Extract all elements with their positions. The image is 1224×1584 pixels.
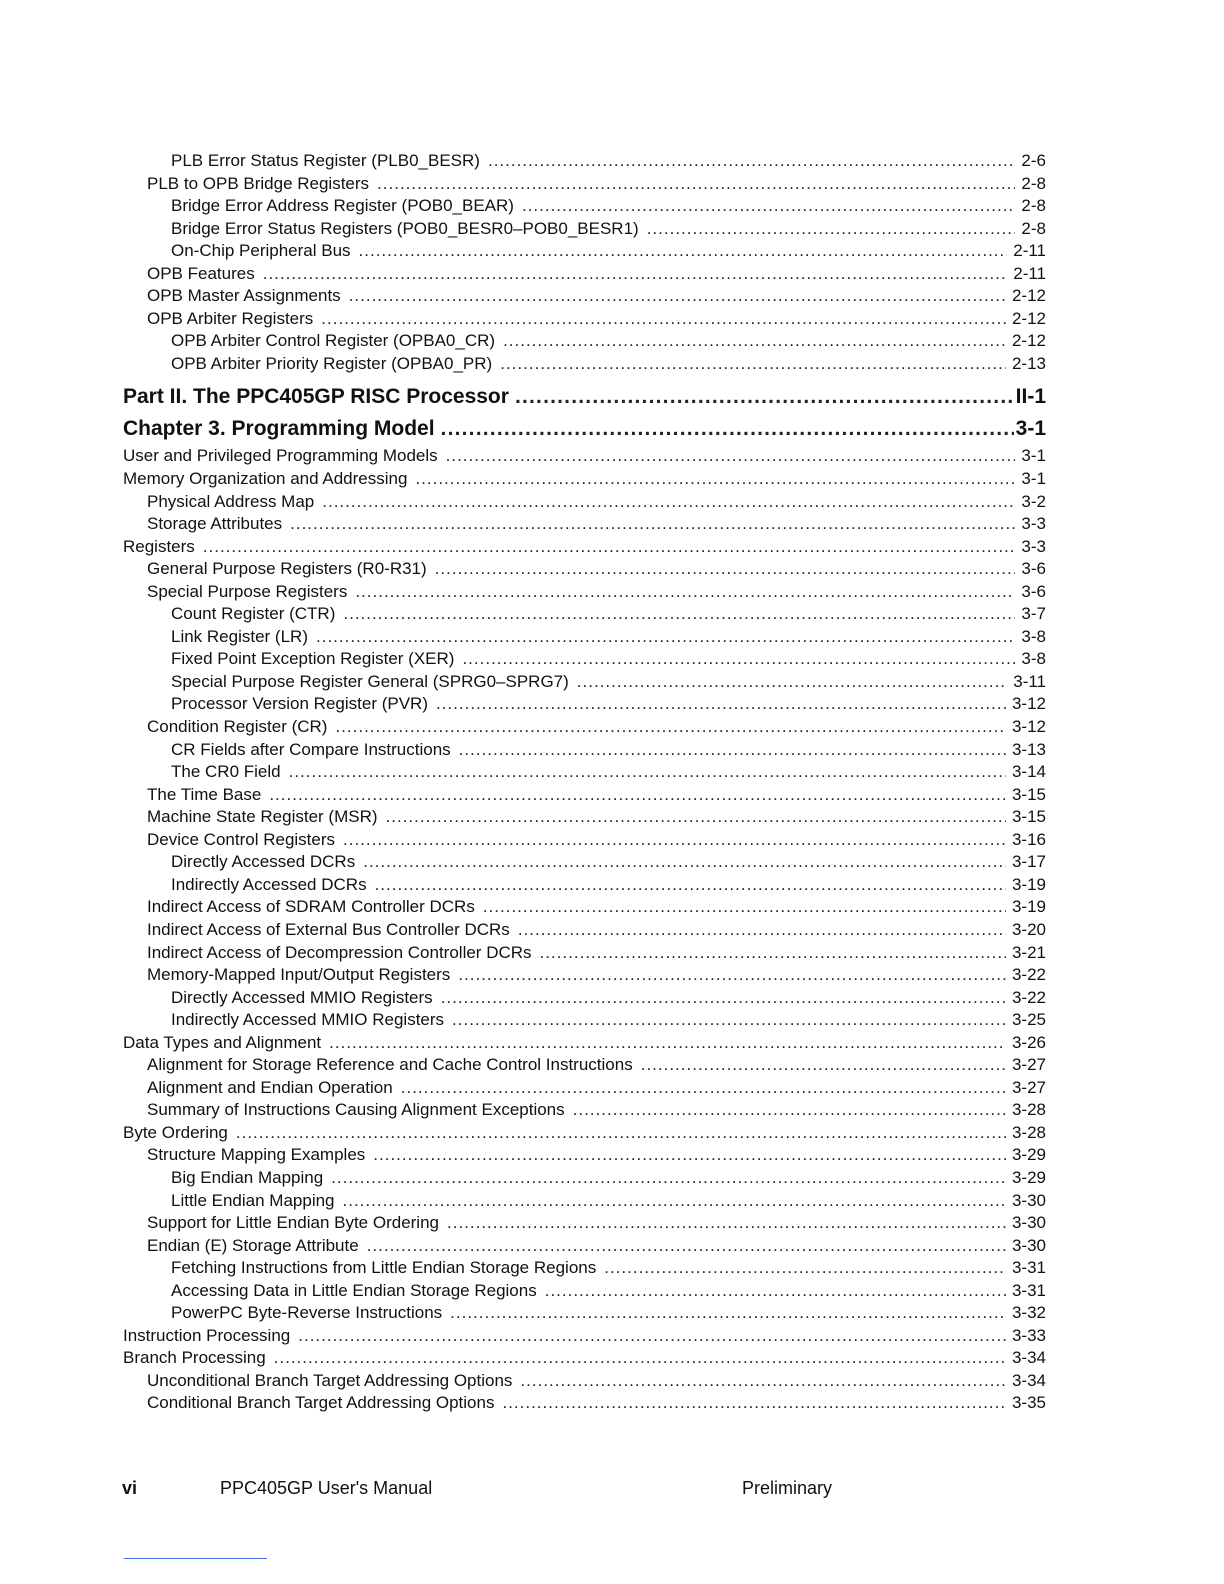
toc-entry-page: 3-12 — [1011, 717, 1046, 737]
toc-entry-title: OPB Arbiter Registers — [147, 308, 314, 328]
toc-dot-leader — [441, 987, 1006, 1010]
toc-dot-leader — [604, 1257, 1006, 1280]
toc-entry-title: Indirect Access of External Bus Controller DCRs — [147, 919, 510, 939]
toc-entry-title: CR Fields after Compare Instructions — [171, 739, 451, 759]
toc-entry-title: Fixed Point Exception Register (XER) — [171, 649, 455, 669]
toc-dot-leader — [373, 1144, 1006, 1167]
toc-entry-title: Storage Attributes — [147, 514, 283, 534]
toc-dot-leader — [263, 263, 1008, 286]
toc-dot-leader — [522, 195, 1015, 218]
toc-entry[interactable] — [123, 173, 1046, 196]
toc-dot-leader — [329, 1032, 1006, 1055]
toc-entry-title: Summary of Instructions Causing Alignment Exceptions — [147, 1100, 565, 1120]
toc-entry-page: 3-6 — [1021, 559, 1046, 579]
toc-dot-leader — [573, 1099, 1006, 1122]
toc-entry-page: 3-30 — [1011, 1213, 1046, 1233]
toc-entry[interactable] — [123, 150, 1046, 173]
toc-entry-title: PowerPC Byte-Reverse Instructions — [171, 1303, 443, 1323]
toc-entry-title: User and Privileged Programming Models — [123, 446, 438, 466]
toc-entry-page: 2-12 — [1011, 286, 1046, 306]
toc-dot-leader — [269, 784, 1006, 807]
toc-entry[interactable] — [123, 1392, 1046, 1415]
toc-entry[interactable] — [123, 1032, 1046, 1055]
toc-entry-title: Indirect Access of Decompression Controller DCRs — [147, 942, 532, 962]
toc-entry[interactable] — [123, 1235, 1046, 1258]
toc-entry-page: 3-35 — [1011, 1393, 1046, 1413]
toc-dot-leader — [452, 1009, 1006, 1032]
toc-entry[interactable] — [123, 896, 1046, 919]
toc-heading[interactable] — [123, 381, 1046, 413]
toc-entry-page: 3-13 — [1011, 739, 1046, 759]
toc-entry-title: Data Types and Alignment — [123, 1032, 322, 1052]
toc-entry[interactable] — [123, 942, 1046, 965]
toc-entry-page: 2-11 — [1013, 263, 1046, 283]
toc-entry-title: Bridge Error Status Registers (POB0_BESR0–POB0_BESR1) — [171, 218, 639, 238]
toc-dot-leader — [321, 308, 1006, 331]
toc-entry[interactable] — [123, 581, 1046, 604]
toc-entry[interactable] — [123, 308, 1046, 331]
table-of-contents — [123, 150, 1046, 1415]
toc-dot-leader — [488, 150, 1015, 173]
toc-entry-title: Device Control Registers — [147, 829, 336, 849]
toc-entry-title: Count Register (CTR) — [171, 604, 336, 624]
toc-entry-page: 3-6 — [1021, 581, 1046, 601]
toc-dot-leader — [331, 1167, 1006, 1190]
toc-entry[interactable] — [123, 1099, 1046, 1122]
toc-dot-leader — [647, 218, 1016, 241]
toc-entry-title: Memory-Mapped Input/Output Registers — [147, 965, 451, 985]
toc-entry-page: 3-15 — [1011, 784, 1046, 804]
toc-entry-title: Endian (E) Storage Attribute — [147, 1235, 359, 1255]
toc-dot-leader — [367, 1235, 1006, 1258]
toc-dot-leader — [540, 942, 1006, 965]
toc-entry-page: 3-3 — [1021, 514, 1046, 534]
toc-entry[interactable] — [123, 829, 1046, 852]
toc-entry-title: Fetching Instructions from Little Endian Storage Regions — [171, 1258, 597, 1278]
toc-entry-title: Structure Mapping Examples — [147, 1145, 366, 1165]
toc-entry[interactable] — [123, 1370, 1046, 1393]
toc-entry[interactable] — [123, 648, 1046, 671]
toc-dot-leader — [441, 413, 1014, 445]
toc-entry-title: Big Endian Mapping — [171, 1167, 324, 1187]
toc-dot-leader — [447, 1212, 1006, 1235]
toc-entry-page: 3-22 — [1011, 987, 1046, 1007]
toc-dot-leader — [359, 240, 1008, 263]
toc-dot-leader — [436, 693, 1006, 716]
toc-entry[interactable] — [123, 784, 1046, 807]
toc-entry[interactable] — [123, 1347, 1046, 1370]
toc-entry-title: General Purpose Registers (R0-R31) — [147, 559, 427, 579]
toc-entry-page: 3-3 — [1021, 536, 1046, 556]
toc-entry-title: Link Register (LR) — [171, 626, 308, 646]
toc-dot-leader — [316, 626, 1015, 649]
toc-dot-leader — [415, 468, 1015, 491]
toc-dot-leader — [343, 1190, 1006, 1213]
toc-dot-leader — [401, 1077, 1006, 1100]
toc-entry-page: 3-31 — [1011, 1258, 1046, 1278]
toc-dot-leader — [343, 829, 1006, 852]
toc-entry[interactable] — [123, 1054, 1046, 1077]
toc-entry[interactable] — [123, 240, 1046, 263]
toc-entry[interactable] — [123, 558, 1046, 581]
toc-dot-leader — [502, 1392, 1006, 1415]
toc-entry-page: 3-17 — [1011, 852, 1046, 872]
toc-entry-page: 3-30 — [1011, 1235, 1046, 1255]
toc-entry-page: 2-8 — [1021, 173, 1046, 193]
toc-entry[interactable] — [123, 218, 1046, 241]
toc-dot-leader — [335, 716, 1006, 739]
toc-entry[interactable] — [123, 1302, 1046, 1325]
toc-entry-title: Special Purpose Registers — [147, 581, 348, 601]
toc-entry-title: OPB Features — [147, 263, 255, 283]
toc-entry-page: 3-16 — [1011, 829, 1046, 849]
toc-entry[interactable] — [123, 445, 1046, 468]
toc-entry-title: Alignment for Storage Reference and Cache Control Instructions — [147, 1055, 633, 1075]
toc-dot-leader — [377, 173, 1015, 196]
toc-dot-leader — [459, 739, 1006, 762]
toc-entry[interactable] — [123, 491, 1046, 514]
toc-dot-leader — [363, 851, 1006, 874]
toc-dot-leader — [274, 1347, 1006, 1370]
toc-entry-title: Bridge Error Address Register (POB0_BEAR) — [171, 196, 514, 216]
toc-entry[interactable] — [123, 1212, 1046, 1235]
toc-entry-title: The Time Base — [147, 784, 262, 804]
toc-entry[interactable] — [123, 964, 1046, 987]
toc-entry[interactable] — [123, 195, 1046, 218]
toc-dot-leader — [203, 536, 1016, 559]
toc-entry-title: OPB Arbiter Control Register (OPBA0_CR) — [171, 331, 496, 351]
toc-entry-title: On-Chip Peripheral Bus — [171, 241, 351, 261]
toc-entry[interactable] — [123, 536, 1046, 559]
toc-entry-page: 3-19 — [1011, 897, 1046, 917]
toc-entry[interactable] — [123, 806, 1046, 829]
toc-entry-page: 3-31 — [1011, 1280, 1046, 1300]
toc-dot-leader — [236, 1122, 1006, 1145]
toc-entry[interactable] — [123, 716, 1046, 739]
toc-entry[interactable] — [123, 761, 1046, 784]
toc-entry[interactable] — [123, 626, 1046, 649]
toc-entry[interactable] — [123, 987, 1046, 1010]
toc-entry-page: 3-14 — [1011, 762, 1046, 782]
toc-dot-leader — [450, 1302, 1006, 1325]
toc-entry[interactable] — [123, 671, 1046, 694]
toc-entry-page: 3-30 — [1011, 1190, 1046, 1210]
toc-dot-leader — [483, 896, 1006, 919]
toc-entry-page: 3-1 — [1021, 469, 1046, 489]
toc-entry-page: 3-33 — [1011, 1325, 1046, 1345]
toc-entry-page: 2-8 — [1021, 196, 1046, 216]
toc-entry-page: 3-12 — [1011, 694, 1046, 714]
toc-entry[interactable] — [123, 285, 1046, 308]
toc-entry-page: 3-19 — [1011, 874, 1046, 894]
toc-dot-leader — [349, 285, 1006, 308]
toc-entry-page: 2-6 — [1021, 151, 1046, 170]
footer-manual-title: PPC405GP User's Manual — [220, 1478, 433, 1498]
footer-page-number: vi — [122, 1478, 138, 1498]
toc-entry[interactable] — [123, 353, 1046, 376]
toc-entry-page: 3-7 — [1021, 604, 1046, 624]
toc-entry-title: Instruction Processing — [123, 1325, 291, 1345]
toc-dot-leader — [515, 381, 1014, 413]
toc-entry-title: Processor Version Register (PVR) — [171, 694, 428, 714]
toc-dot-leader — [386, 806, 1006, 829]
toc-entry-page: 3-8 — [1021, 649, 1046, 669]
toc-dot-leader — [290, 513, 1015, 536]
toc-entry[interactable] — [123, 1009, 1046, 1032]
toc-entry-page: 3-1 — [1015, 417, 1046, 441]
toc-dot-leader — [298, 1325, 1006, 1348]
toc-entry-page: 3-11 — [1013, 671, 1046, 691]
toc-dot-leader — [520, 1370, 1006, 1393]
toc-entry-title: Registers — [123, 536, 195, 556]
toc-entry[interactable] — [123, 1190, 1046, 1213]
toc-entry[interactable] — [123, 919, 1046, 942]
toc-dot-leader — [641, 1054, 1006, 1077]
toc-entry[interactable] — [123, 1325, 1046, 1348]
toc-entry[interactable] — [123, 603, 1046, 626]
toc-entry-title: Indirect Access of SDRAM Controller DCRs — [147, 897, 475, 917]
toc-dot-leader — [462, 648, 1015, 671]
toc-entry[interactable] — [123, 1077, 1046, 1100]
toc-entry-page: 3-29 — [1011, 1145, 1046, 1165]
toc-entry-title: PLB Error Status Register (PLB0_BESR) — [171, 151, 480, 170]
toc-entry-page: 2-12 — [1011, 331, 1046, 351]
toc-entry-title: Indirectly Accessed DCRs — [171, 874, 367, 894]
toc-entry-title: Support for Little Endian Byte Ordering — [147, 1213, 439, 1233]
decorative-underline — [124, 1558, 267, 1559]
toc-entry-title: Byte Ordering — [123, 1122, 228, 1142]
toc-entry-title: Little Endian Mapping — [171, 1190, 335, 1210]
toc-dot-leader — [435, 558, 1016, 581]
toc-entry-page: 3-22 — [1011, 965, 1046, 985]
toc-dot-leader — [458, 964, 1006, 987]
toc-entry-page: 3-20 — [1011, 919, 1046, 939]
toc-entry-page: 3-15 — [1011, 807, 1046, 827]
toc-entry[interactable] — [123, 330, 1046, 353]
toc-entry-page: 3-29 — [1011, 1167, 1046, 1187]
toc-entry-page: 2-12 — [1011, 308, 1046, 328]
toc-entry-page: 3-8 — [1021, 626, 1046, 646]
toc-dot-leader — [355, 581, 1015, 604]
toc-entry-title: PLB to OPB Bridge Registers — [147, 173, 370, 193]
toc-entry[interactable] — [123, 693, 1046, 716]
toc-entry-title: Accessing Data in Little Endian Storage Regions — [171, 1280, 537, 1300]
toc-dot-leader — [545, 1280, 1006, 1303]
toc-entry[interactable] — [123, 739, 1046, 762]
toc-entry[interactable] — [123, 874, 1046, 897]
toc-dot-leader — [500, 353, 1006, 376]
toc-entry-title: OPB Arbiter Priority Register (OPBA0_PR) — [171, 353, 493, 373]
toc-entry-page: 3-28 — [1011, 1122, 1046, 1142]
toc-entry-page: 3-25 — [1011, 1010, 1046, 1030]
toc-dot-leader — [446, 445, 1016, 468]
toc-dot-leader — [375, 874, 1006, 897]
toc-entry-page: 3-27 — [1011, 1055, 1046, 1075]
toc-entry-page: 2-11 — [1013, 241, 1046, 261]
footer-status: Preliminary — [742, 1478, 833, 1498]
toc-entry[interactable] — [123, 1122, 1046, 1145]
toc-heading[interactable] — [123, 413, 1046, 445]
toc-entry[interactable] — [123, 1144, 1046, 1167]
toc-entry-title: Chapter 3. Programming Model — [123, 417, 435, 441]
toc-dot-leader — [289, 761, 1006, 784]
toc-entry-title: Directly Accessed MMIO Registers — [171, 987, 433, 1007]
toc-entry[interactable] — [123, 1167, 1046, 1190]
toc-entry-page: 3-26 — [1011, 1032, 1046, 1052]
toc-entry-page: 3-32 — [1011, 1303, 1046, 1323]
toc-dot-leader — [343, 603, 1015, 626]
toc-entry-title: Alignment and Endian Operation — [147, 1077, 393, 1097]
toc-entry-title: Condition Register (CR) — [147, 717, 328, 737]
toc-entry-title: Indirectly Accessed MMIO Registers — [171, 1010, 445, 1030]
toc-entry-title: Memory Organization and Addressing — [123, 469, 408, 489]
toc-entry-page: 3-1 — [1021, 446, 1046, 466]
toc-entry-title: OPB Master Assignments — [147, 286, 341, 306]
toc-entry[interactable] — [123, 468, 1046, 491]
toc-entry-title: Unconditional Branch Target Addressing Options — [147, 1370, 513, 1390]
toc-entry-title: Machine State Register (MSR) — [147, 807, 378, 827]
toc-entry[interactable] — [123, 1257, 1046, 1280]
toc-entry-title: Branch Processing — [123, 1348, 266, 1368]
toc-dot-leader — [503, 330, 1006, 353]
toc-entry-page: 3-28 — [1011, 1100, 1046, 1120]
toc-entry-page: 2-8 — [1021, 218, 1046, 238]
toc-entry-page: 3-2 — [1021, 491, 1046, 511]
toc-entry-page: 3-21 — [1011, 942, 1046, 962]
toc-dot-leader — [322, 491, 1015, 514]
toc-entry-page: 3-34 — [1011, 1370, 1046, 1390]
toc-entry-title: The CR0 Field — [171, 762, 281, 782]
toc-dot-leader — [518, 919, 1006, 942]
toc-entry-title: Conditional Branch Target Addressing Options — [147, 1393, 495, 1413]
toc-entry-page: II-1 — [1015, 385, 1046, 409]
toc-dot-leader — [577, 671, 1007, 694]
toc-entry[interactable] — [123, 263, 1046, 286]
toc-entry-title: Directly Accessed DCRs — [171, 852, 356, 872]
toc-entry-title: Special Purpose Register General (SPRG0–SPRG7) — [171, 671, 569, 691]
toc-entry[interactable] — [123, 1280, 1046, 1303]
toc-entry[interactable] — [123, 851, 1046, 874]
toc-entry-page: 3-34 — [1011, 1348, 1046, 1368]
toc-entry-title: Physical Address Map — [147, 491, 315, 511]
toc-entry-title: Part II. The PPC405GP RISC Processor — [123, 385, 509, 409]
toc-entry-page: 3-27 — [1011, 1077, 1046, 1097]
toc-entry[interactable] — [123, 513, 1046, 536]
toc-entry-page: 2-13 — [1011, 353, 1046, 373]
page-footer — [0, 1478, 1224, 1502]
